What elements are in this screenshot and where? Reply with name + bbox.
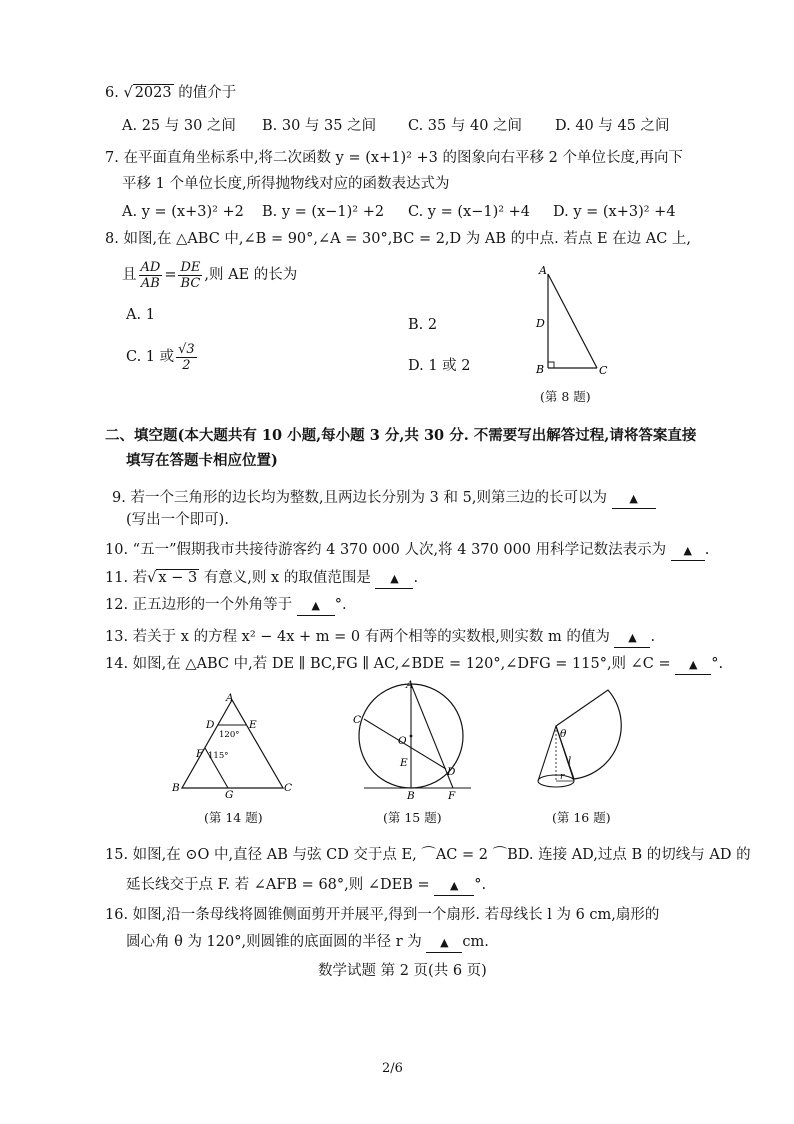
q11-answer-blank[interactable]: ▲ (375, 570, 413, 589)
q14-text: 如图,在 △ABC 中,若 DE ∥ BC,FG ∥ AC,∠BDE = 120°,∠DFG = 115°,则 ∠C = (132, 656, 671, 672)
q10-answer-blank[interactable]: ▲ (671, 542, 705, 561)
q16-line2-text: 圆心角 θ 为 120°,则圆锥的底面圆的半径 r 为 (126, 934, 422, 950)
fig14-label-c: C (284, 782, 293, 794)
q16-answer-blank[interactable]: ▲ (426, 934, 462, 953)
fig14-label-a: A (226, 692, 234, 704)
q8-line1-text: 如图,在 △ABC 中,∠B = 90°,∠A = 30°,BC = 2,D 为 AB 的中点. 若点 E 在边 AC 上, (123, 231, 692, 247)
q11-number: 11. (105, 570, 129, 586)
q13-text: 若关于 x 的方程 x² − 4x + m = 0 有两个相等的实数根,则实数 m 的值为 (132, 629, 610, 645)
fig15-circle (346, 678, 486, 800)
q16-line1 (105, 906, 659, 924)
fig8-label-c: C (599, 364, 608, 377)
q7-line1-text: 在平面直角坐标系中,将二次函数 y = (x+1)² +3 的图象向右平移 2 个单位长度,再向下 (123, 150, 684, 166)
fig14-label-g: G (225, 789, 234, 800)
q10-end: . (704, 542, 710, 558)
q9-line2: (写出一个即可). (126, 512, 229, 528)
q10-number: 10. (105, 542, 129, 558)
q9-answer-blank[interactable]: ▲ (612, 490, 656, 509)
q15-answer-blank[interactable]: ▲ (434, 877, 474, 896)
q6-stem-text: 的值介于 (178, 85, 237, 101)
fig14-angle-120: 120° (219, 730, 240, 740)
fig15-label-b: B (407, 790, 415, 800)
fig15-label-o: O (398, 735, 407, 747)
fig15-label-a: A (406, 679, 414, 691)
q8-option-c (126, 340, 199, 374)
q8-fraction-ad-ab (139, 260, 163, 291)
q9-line1-text: 若一个三角形的边长均为整数,且两边长分别为 3 和 5,则第三边的长可以为 (130, 490, 607, 506)
q12-end: °. (334, 597, 347, 613)
q14-line (105, 655, 723, 675)
fig14-label-e: E (249, 719, 257, 731)
fig15-label-c: C (353, 714, 362, 726)
q16-line2 (126, 933, 489, 953)
fig14-caption: (第 14 题) (204, 810, 263, 825)
q8-f1-num: AD (140, 259, 161, 275)
q6-radicand: 2023 (134, 85, 172, 101)
q8-option-c-den: 2 (182, 357, 191, 373)
fig15-label-d: D (447, 766, 456, 778)
q13-line (105, 628, 655, 648)
q8-option-d: D. 1 或 2 (408, 358, 471, 374)
q15-line1 (105, 846, 751, 864)
q11-pre: 若 (132, 570, 148, 586)
q11-radicand: x − 3 (158, 570, 198, 586)
fig14-triangle (168, 690, 303, 800)
q14-number: 14. (105, 656, 129, 672)
q8-option-b: B. 2 (408, 317, 438, 333)
q13-answer-blank[interactable]: ▲ (614, 629, 650, 648)
q8-fraction-de-bc (178, 260, 202, 291)
fig16-label-theta: θ (560, 728, 567, 740)
q8-number: 8. (105, 231, 119, 247)
fig15-caption: (第 15 题) (383, 810, 442, 825)
fig14-label-d: D (206, 719, 215, 731)
q6-stem: 6. √ 2023 的值介于 (105, 85, 237, 101)
fig8-triangle (525, 262, 625, 382)
q8-option-c-pre: C. 1 或 (126, 349, 175, 365)
q6-option-b: B. 30 与 35 之间 (262, 118, 377, 134)
fig14-angle-115: 115° (208, 751, 229, 761)
q11-end: . (413, 570, 419, 586)
q8-post: ,则 AE 的长为 (204, 267, 298, 283)
q7-option-b: B. y = (x−1)² +2 (262, 204, 385, 220)
page-number: 2/6 (382, 1061, 403, 1076)
q13-end: . (650, 629, 656, 645)
fig15-label-f: F (448, 790, 456, 800)
q14-answer-blank[interactable]: ▲ (675, 656, 711, 675)
q8-option-c-fraction (176, 342, 197, 373)
section2-heading-line1: 二、填空题(本大题共有 10 小题,每小题 3 分,共 30 分. 不需要写出解答过程,请将答案直接 (105, 427, 697, 444)
q9-number: 9. (112, 490, 126, 506)
q7-number: 7. (105, 150, 119, 166)
q10-text: “五一”假期我市共接待游客约 4 370 000 人次,将 4 370 000 用科学记数法表示为 (132, 542, 667, 558)
q8-line2 (122, 258, 297, 292)
fig16-cone-sector (510, 684, 630, 796)
q9-line1 (112, 489, 656, 509)
fig8-label-a: A (539, 264, 547, 277)
fig16-caption: (第 16 题) (552, 810, 611, 825)
q6-option-a: A. 25 与 30 之间 (122, 118, 236, 134)
q11-post: 有意义,则 x 的取值范围是 (203, 570, 371, 586)
q7-option-c: C. y = (x−1)² +4 (408, 204, 531, 220)
fig15-label-e: E (400, 757, 408, 769)
q8-f1-den: AB (140, 275, 160, 291)
q8-f2-num: DE (180, 259, 201, 275)
q11-line: 11. 若√ x − 3 有意义,则 x 的取值范围是 ▲ . (105, 569, 418, 589)
q6-option-d: D. 40 与 45 之间 (555, 118, 670, 134)
page-footer: 数学试题 第 2 页(共 6 页) (318, 963, 487, 979)
q8-pre: 且 (122, 267, 137, 283)
q16-end: cm. (462, 934, 489, 950)
q15-line2-text: 延长线交于点 F. 若 ∠AFB = 68°,则 ∠DEB = (126, 877, 430, 893)
q13-number: 13. (105, 629, 129, 645)
q8-eq: = (164, 267, 177, 283)
q6-option-c: C. 35 与 40 之间 (408, 118, 523, 134)
q16-line1-text: 如图,沿一条母线将圆锥侧面剪开并展平,得到一个扇形. 若母线长 l 为 6 cm,扇形的 (132, 907, 660, 923)
q15-number: 15. (105, 847, 129, 863)
q15-line1-text: 如图,在 ⊙O 中,直径 AB 与弦 CD 交于点 E, ⌒AC = 2 ⌒BD. 连接 AD,过点 B 的切线与 AD 的 (132, 847, 751, 863)
q8-f2-den: BC (180, 275, 201, 291)
q12-line (105, 596, 347, 616)
q7-option-d: D. y = (x+3)² +4 (553, 204, 676, 220)
q12-text: 正五边形的一个外角等于 (132, 597, 293, 613)
fig14-label-b: B (172, 782, 180, 794)
q15-end: °. (474, 877, 487, 893)
q14-end: °. (711, 656, 724, 672)
q12-answer-blank[interactable]: ▲ (297, 597, 335, 616)
q15-line2 (126, 876, 486, 896)
q6-number: 6. (105, 85, 119, 101)
q7-line1 (105, 149, 683, 167)
q7-line2: 平移 1 个单位长度,所得抛物线对应的函数表达式为 (122, 176, 450, 192)
q16-number: 16. (105, 907, 129, 923)
fig16-label-r: r (560, 772, 565, 782)
fig14-label-f: F (196, 748, 204, 760)
q8-option-a: A. 1 (126, 307, 155, 323)
q10-line (105, 541, 709, 561)
q7-option-a: A. y = (x+3)² +2 (122, 204, 244, 220)
q12-number: 12. (105, 597, 129, 613)
fig8-label-b: B (536, 363, 545, 376)
fig16-label-l: l (568, 756, 572, 767)
fig8-label-d: D (536, 317, 545, 330)
q8-line1 (105, 230, 691, 248)
section2-heading-line2: 填写在答题卡相应位置) (126, 452, 278, 469)
fig8-caption: (第 8 题) (540, 389, 591, 404)
q8-option-c-num: √3 (178, 341, 195, 357)
